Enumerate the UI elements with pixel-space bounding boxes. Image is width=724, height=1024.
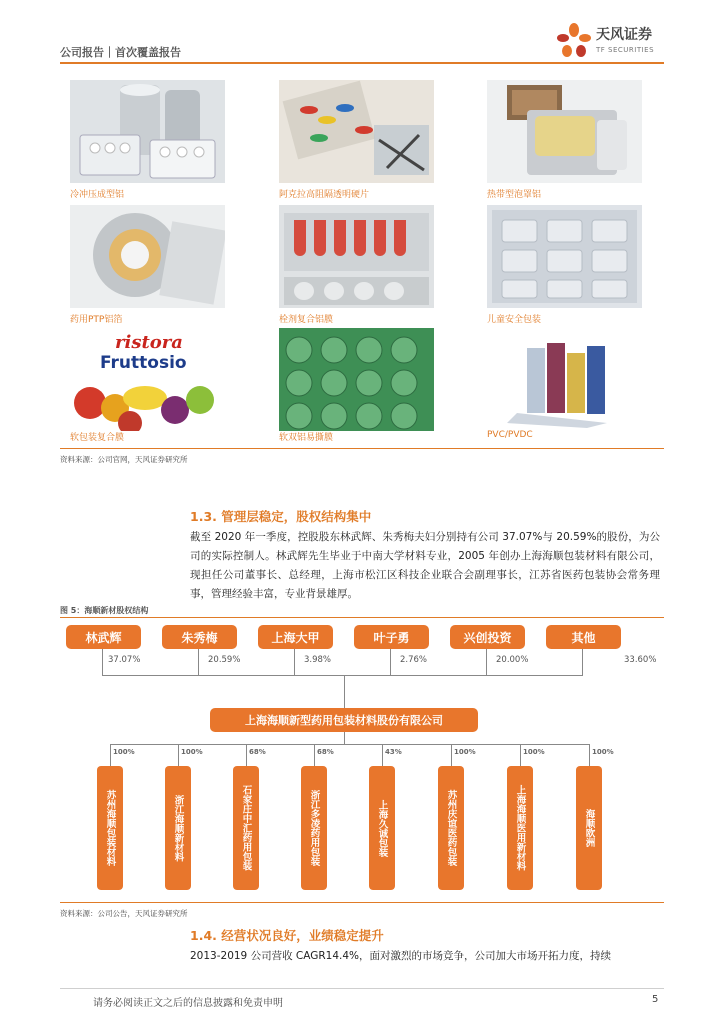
subsidiary-box: 上海久诚包装 (369, 766, 395, 890)
header-divider (60, 62, 664, 64)
subsidiary-pct: 43% (385, 748, 402, 756)
shareholder-box: 朱秀梅 (162, 625, 237, 649)
subsidiary-pct: 100% (592, 748, 614, 756)
shareholder-box: 其他 (546, 625, 621, 649)
subsidiary-box: 苏州海顺包装材料 (97, 766, 123, 890)
footer-divider (60, 988, 664, 989)
shareholder-box: 兴创投资 (450, 625, 525, 649)
image-caption: 阿克拉高阻隔透明硬片 (279, 190, 370, 200)
logo-text-cn: 天风证券 (596, 27, 652, 43)
image-caption: PVC/PVDC (487, 430, 533, 440)
image-caption: 软双铝易撕膜 (279, 433, 334, 443)
shareholder-box: 上海大甲 (258, 625, 333, 649)
subsidiary-box: 石家庄中汇药用包装 (233, 766, 259, 890)
connector-line (246, 744, 247, 766)
company-logo (554, 22, 664, 62)
shareholding-pct: 2.76% (400, 655, 428, 665)
disclaimer: 请务必阅读正文之后的信息披露和免责申明 (93, 998, 283, 1009)
connector-line (110, 744, 589, 745)
company-box: 上海海顺新型药用包装材料股份有限公司 (210, 708, 478, 732)
shareholder-box: 林武辉 (66, 625, 141, 649)
shareholding-pct: 3.98% (304, 655, 332, 665)
subsidiary-box: 浙江多凌药用包装 (301, 766, 327, 890)
report-type: 公司报告｜首次覆盖报告 (60, 46, 181, 59)
shareholding-pct: 20.00% (496, 655, 529, 665)
connector-line (582, 649, 583, 675)
subsidiary-box: 上海海顺医用新材料 (507, 766, 533, 890)
image-caption: 儿童安全包装 (487, 315, 542, 325)
connector-line (486, 649, 487, 675)
connector-line (451, 744, 452, 766)
logo-text-en: TF SECURITIES (596, 46, 655, 54)
connector-line (294, 649, 295, 675)
subsidiary-box: 苏州庆谊医药包装 (438, 766, 464, 890)
subsidiary-box: 海顺欧洲 (576, 766, 602, 890)
flower-logo-icon (554, 22, 594, 62)
page-number: 5 (652, 994, 659, 1005)
shareholding-pct: 33.60% (624, 655, 657, 665)
connector-line (390, 649, 391, 675)
product-image-cold-formed-aluminum (70, 80, 225, 183)
image-caption: 热带型泡罩铝 (487, 190, 542, 200)
product-image-pvc-pvdc (487, 328, 642, 431)
connector-line (314, 744, 315, 766)
figure-title: 图 5：海顺新材股权结构 (60, 606, 149, 615)
subsidiary-pct: 100% (113, 748, 135, 756)
subsidiary-box: 浙江海顺新材料 (165, 766, 191, 890)
figure-source: 资料来源：公司公告，天风证券研究所 (60, 909, 188, 918)
connector-line (344, 732, 345, 744)
connector-line (110, 744, 111, 766)
connector-line (198, 649, 199, 675)
connector-line (344, 675, 345, 708)
subsidiary-pct: 100% (454, 748, 476, 756)
subsidiary-pct: 100% (181, 748, 203, 756)
connector-line (382, 744, 383, 766)
shareholder-box: 叶子勇 (354, 625, 429, 649)
shareholding-pct: 37.07% (108, 655, 141, 665)
figure-source: 资料来源：公司官网，天风证券研究所 (60, 455, 188, 464)
brand-text: ristora (115, 332, 183, 353)
figure-top-divider (60, 617, 664, 618)
subsidiary-pct: 68% (249, 748, 266, 756)
figure-divider (60, 448, 664, 449)
product-name-text: Fruttosio (100, 353, 187, 373)
section-paragraph: 2013-2019 公司营收 CAGR14.4%，面对激烈的市场竞争，公司加大市场开拓力度，持续 (190, 950, 612, 962)
shareholding-pct: 20.59% (208, 655, 241, 665)
image-caption: 药用PTP铝箔 (70, 315, 123, 325)
section-title: 1.3. 管理层稳定，股权结构集中 (190, 509, 372, 524)
connector-line (589, 744, 590, 766)
image-caption: 冷冲压成型铝 (70, 190, 125, 200)
subsidiary-pct: 100% (523, 748, 545, 756)
figure-divider (60, 902, 664, 903)
product-image-suppository-film (279, 205, 434, 308)
product-image-ptp-foil (70, 205, 225, 308)
connector-line (520, 744, 521, 766)
section-title: 1.4. 经营状况良好，业绩稳定提升 (190, 928, 384, 943)
section-paragraph: 截至 2020 年一季度，控股股东林武辉、朱秀梅夫妇分别持有公司 37.07%与 20.59%的股份，为公司的实际控制人。林武辉先生毕业于中南大学材料专业，2005 年创办上海海顺包装材料有限公司，现担任公司董事长、总经理，上海市松江区科技企业联合会副理事长，江苏省医药包装协会常务理事，管理经验丰富，专业背景雄厚。 (190, 531, 660, 600)
image-caption: 栓剂复合铝膜 (279, 315, 334, 325)
product-image-easy-tear-film (279, 328, 434, 431)
connector-line (102, 649, 103, 675)
product-image-soft-pack-film (70, 328, 225, 431)
connector-line (102, 675, 583, 676)
product-image-tropical-blister (487, 80, 642, 183)
connector-line (178, 744, 179, 766)
product-image-aclar-film (279, 80, 434, 183)
product-image-child-safe-pack (487, 205, 642, 308)
subsidiary-pct: 68% (317, 748, 334, 756)
image-caption: 软包装复合膜 (70, 433, 125, 443)
